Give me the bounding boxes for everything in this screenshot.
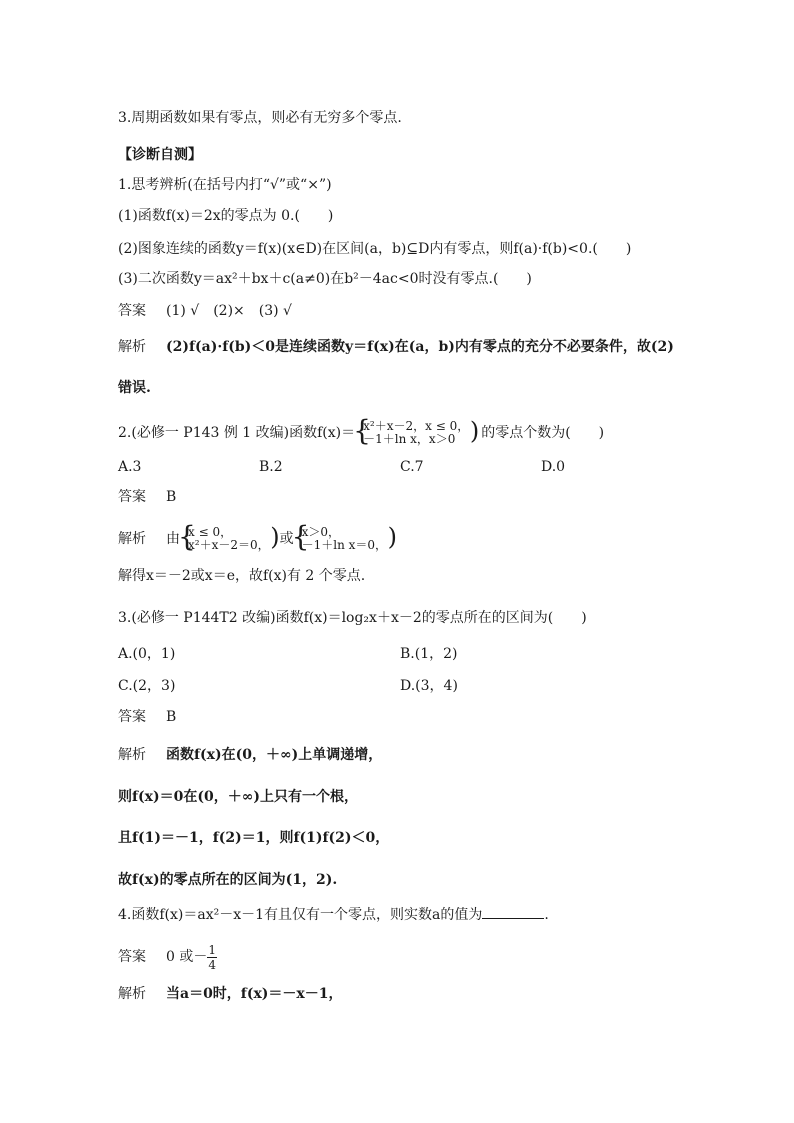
bracket-close: ) (270, 523, 280, 551)
analysis-3 (118, 745, 382, 765)
analysis-4 (118, 984, 343, 1004)
option-b: B.2 (259, 459, 283, 475)
system-2 (294, 523, 398, 552)
answer-blank (482, 904, 544, 919)
piecewise-case-1: { x²＋x－2，x ≤ 0， (363, 419, 470, 433)
option-a: A.(0，1) (118, 646, 176, 662)
bracket-close: ) (469, 417, 480, 445)
system-1 (180, 523, 280, 552)
system-1-line-1: { x ≤ 0， (188, 525, 233, 539)
question-2-prefix: 2.(必修一 P143 例 1 改编)函数f(x)＝ (118, 425, 356, 441)
question-1-item-1: (1)函数f(x)＝2x的零点为 0.( ) (118, 208, 334, 224)
answer-text: B (166, 709, 177, 725)
analysis-1 (118, 337, 674, 357)
answer-label: 答案 (118, 949, 146, 965)
piecewise-function (355, 417, 480, 446)
analysis-2-cont: 解得x＝－2或x＝e，故f(x)有 2 个零点. (118, 568, 366, 584)
analysis-text: (2)f(a)·f(b)＜0是连续函数y＝f(x)在(a，b)内有零点的充分不必要条件，故(2) (166, 339, 674, 355)
analysis-text: 函数f(x)在(0，＋∞)上单调递增， (166, 747, 383, 763)
option-c: C.(2，3) (118, 678, 176, 694)
system-1-line-2: x²＋x－2＝0， (188, 538, 270, 552)
analysis-label: 解析 (118, 747, 146, 763)
answer-2 (118, 487, 176, 507)
analysis-text: 当a＝0时，f(x)＝－x－1， (166, 986, 343, 1002)
option-c: C.7 (400, 459, 424, 475)
bracket-close: ) (387, 523, 398, 551)
answer-1 (118, 301, 292, 321)
question-4-text: 4.函数f(x)＝ax²－x－1有且仅有一个零点，则实数a的值为 (118, 907, 483, 923)
question-2-title (118, 417, 605, 446)
section-heading: 【诊断自测】 (118, 147, 202, 163)
answer-3 (118, 707, 176, 727)
system-2-line-2: －1＋ln x＝0， (301, 538, 388, 552)
system-2-line-1: { x＞0， (301, 525, 341, 539)
analysis-pre: 由 (166, 531, 180, 547)
fraction (207, 943, 217, 972)
answer-4 (118, 940, 217, 974)
question-1-title: 1.思考辨析(在括号内打“√”或“×”) (118, 177, 332, 193)
question-4-end: . (544, 907, 549, 923)
answer-label: 答案 (118, 709, 146, 725)
fraction-numerator: 1 (208, 942, 216, 957)
analysis-3-line-4: 故f(x)的零点所在的区间为(1，2). (118, 872, 338, 888)
question-4-title (118, 904, 549, 924)
analysis-label: 解析 (118, 986, 146, 1002)
question-2-suffix: 的零点个数为( ) (481, 425, 605, 441)
analysis-label: 解析 (118, 531, 146, 547)
option-b: B.(1，2) (400, 646, 458, 662)
answer-text: 0 或－ (166, 949, 208, 965)
analysis-3-line-2: 则f(x)＝0在(0，＋∞)上只有一个根， (118, 789, 359, 805)
option-a: A.3 (118, 459, 142, 475)
piecewise-case-2: －1＋ln x，x＞0 (363, 432, 456, 446)
answer-text: (1) √ (2)× (3) √ (166, 303, 292, 319)
analysis-1-cont: 错误. (118, 380, 151, 396)
answer-label: 答案 (118, 303, 146, 319)
analysis-or: 或 (279, 531, 294, 547)
answer-text: B (166, 489, 177, 505)
analysis-label: 解析 (118, 339, 146, 355)
question-1-item-2: (2)图象连续的函数y＝f(x)(x∈D)在区间(a，b)⊆D内有零点，则f(a)·f(b)<0.( ) (118, 241, 632, 257)
question-3-title: 3.(必修一 P144T2 改编)函数f(x)＝log₂x＋x－2的零点所在的区间为( ) (118, 610, 587, 626)
option-d: D.0 (541, 459, 566, 475)
answer-label: 答案 (118, 489, 146, 505)
analysis-3-line-3: 且f(1)＝－1，f(2)＝1，则f(1)f(2)＜0， (118, 830, 390, 846)
option-d: D.(3，4) (400, 678, 458, 694)
question-1-item-3: (3)二次函数y＝ax²＋bx＋c(a≠0)在b²－4ac<0时没有零点.( ) (118, 271, 532, 287)
analysis-2 (118, 523, 398, 552)
note-line-3: 3.周期函数如果有零点，则必有无穷多个零点. (118, 110, 402, 126)
fraction-denominator: 4 (208, 957, 216, 972)
